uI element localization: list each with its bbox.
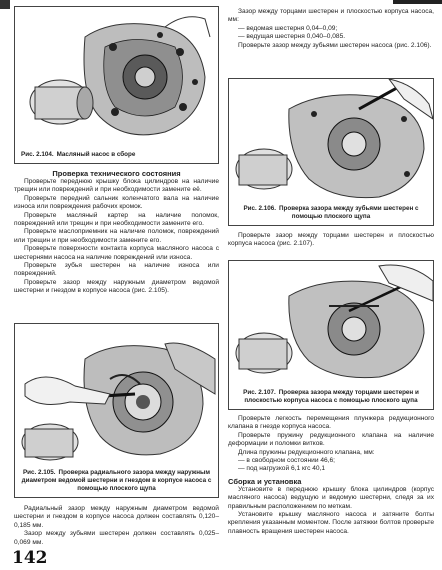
top-corner-mark [0, 0, 10, 9]
paragraph: Установите в переднюю крышку блока цилиндров (корпус масляного насоса) ведущую и ведомую шестерни, следя за их правильным расположением по меткам. [228, 485, 434, 510]
paragraph: Проверьте зазор между зубьями шестерен насоса (рис. 2.106). [238, 41, 432, 49]
caption-text: Проверка зазора между зубьями шестерен с помощью плоского щупа [279, 205, 419, 220]
gear-face-clearance-image [229, 261, 433, 383]
figure-2-104 [14, 6, 219, 164]
figure-caption [21, 469, 212, 493]
page-number: 142 [12, 548, 48, 568]
caption-text: Проверка зазора между торцами шестерен и плоскостью корпуса насоса с помощью плоского щупа [244, 389, 419, 404]
paragraph: Проверьте зазор между наружным диаметром ведомой шестерни и гнездом в корпусе насоса (рис. 2.105). [14, 278, 219, 295]
caption-label: Рис. 2.105. [22, 469, 56, 476]
oil-pump-assembly-image [15, 7, 218, 147]
gear-teeth-clearance-image [229, 79, 433, 204]
caption-label: Рис. 2.107. [243, 389, 276, 396]
paragraph: Проверьте масляный картер на наличие поломок, повреждений или трещин и при необходимости замените его. [14, 211, 219, 228]
caption-text: Проверка радиального зазора между наружным диаметром ведомой шестерни и гнездом в корпусе насоса с помощью плоского щупа [21, 469, 212, 492]
paragraph: Проверьте передний сальник коленчатого вала на наличие износа или повреждения рабочих кромок. [14, 194, 219, 211]
paragraph: Зазор между торцами шестерен и плоскостью корпуса насоса, мм: [228, 8, 434, 24]
paragraph: Проверьте зубья шестерен на наличие износа или повреждений. [14, 262, 219, 278]
paragraph: Проверьте пружину редукционного клапана на наличие деформации и поломки витков. [228, 431, 434, 448]
list-item: — в свободном состоянии 46,6; [238, 457, 335, 465]
paragraph: Радиальный зазор между наружным диаметром ведомой шестерни и гнездом в корпусе насоса должен составлять 0,120–0,185 мм. [14, 505, 219, 529]
figure-2-106 [228, 78, 434, 226]
figure-caption [21, 151, 212, 159]
radial-clearance-check-image [15, 324, 218, 464]
paragraph: Проверьте легкость перемещения плунжера редукционного клапана в гнезде корпуса насоса. [228, 415, 434, 431]
paragraph: Зазор между зубьями шестерен должен составлять 0,025–0,069 мм. [14, 530, 219, 546]
section-heading: Проверка технического состояния [52, 169, 181, 178]
figure-caption [235, 205, 427, 221]
list-item: — ведомая шестерня 0,04–0,09; [238, 24, 338, 32]
section-heading: Сборка и установка [228, 476, 302, 486]
figure-2-105 [14, 323, 219, 498]
left-text-block [14, 169, 219, 296]
caption-text: Масляный насос в сборе [56, 151, 136, 158]
right-bottom-text [228, 415, 434, 536]
figure-caption [235, 389, 427, 405]
left-bottom-text [14, 505, 219, 547]
paragraph: Проверьте переднюю крышку блока цилиндров на наличие трещин или повреждений и при необходимости замените её. [14, 178, 219, 194]
paragraph: Проверьте зазор между торцами шестерен и плоскостью корпуса насоса (рис. 2.107). [228, 232, 434, 248]
figure-2-107 [228, 260, 434, 410]
paragraph: Проверьте поверхности контакта корпуса масляного насоса с шестернями насоса на наличие повреждений или износа. [14, 245, 219, 261]
caption-label: Рис. 2.104. [21, 151, 54, 158]
right-mid-text [228, 232, 434, 249]
paragraph: Проверьте маслоприемник на наличие поломок, повреждений или трещин и при необходимости замените его. [14, 228, 219, 244]
caption-label: Рис. 2.106. [243, 205, 277, 212]
right-top-text [228, 8, 434, 50]
paragraph: Установите крышку масляного насоса и затяните болты крепления указанным моментом. После затяжки болтов проверьте плавность вращения шестерен насоса. [228, 511, 434, 535]
top-right-mark [393, 0, 442, 4]
list-item: — под нагрузкой 6,1 кгс 40,1 [238, 465, 326, 473]
paragraph: Длина пружины редукционного клапана, мм: [238, 448, 375, 456]
list-item: — ведущая шестерня 0,040–0,085. [238, 33, 346, 41]
